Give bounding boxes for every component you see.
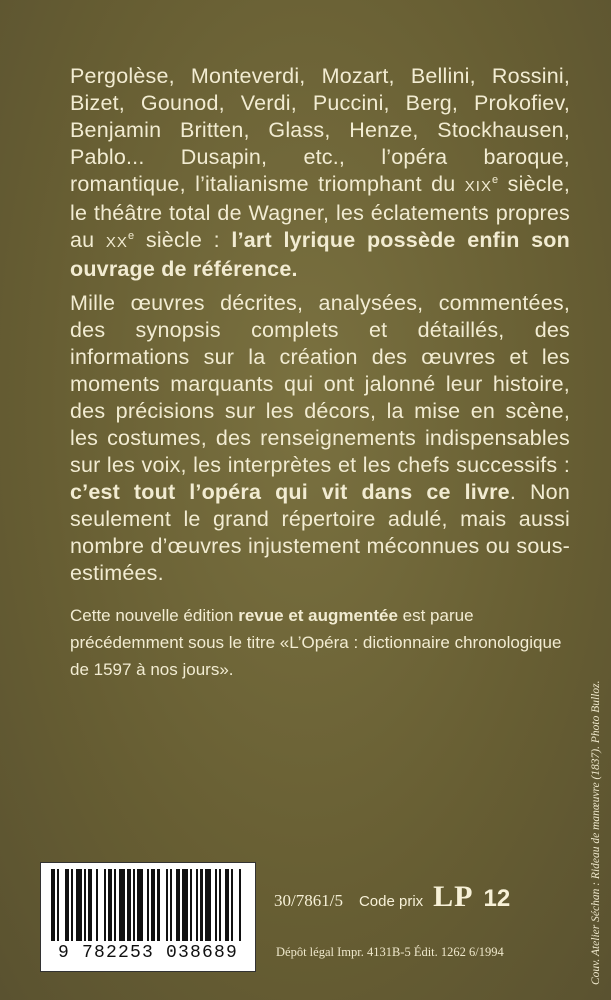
blurb-intro-text: Pergolèse, Monteverdi, Mozart, Bellini, Rossini, Bizet, Gounod, Verdi, Puccini, Berg, Prokofiev, Benjamin Britten, Glass, Henze, Stockhausen, Pablo... Dusapin, etc., l’opéra baroque, romantique, l’italianisme triomphant du <box>70 64 570 196</box>
blurb-mid-text: siècle, le théâtre total de Wagner, les éclatements propres au <box>70 172 571 252</box>
barcode-bar <box>241 869 245 941</box>
price-code-line <box>274 880 574 914</box>
price-code-label: Code prix <box>358 893 424 910</box>
back-cover-blurb <box>70 63 570 594</box>
blurb-end-text: siècle : <box>134 228 232 252</box>
blurb-paragraph-2 <box>70 290 570 587</box>
blurb-closing-text: . Non seulement le grand répertoire adulé, mais aussi nombre d’œuvres injustement méconnues ou sous-estimées. <box>70 480 570 585</box>
cover-credit: Couv. Atelier Séchan : Rideau de manœuvre (1837). Photo Bulloz. <box>590 680 602 985</box>
edition-note <box>70 602 580 683</box>
blurb-paragraph-1 <box>70 63 570 283</box>
century-superscript: e <box>127 229 135 242</box>
price-series: LP <box>433 880 474 913</box>
legal-deposit: Dépôt légal Impr. 4131B-5 Édit. 1262 6/1994 <box>276 945 504 959</box>
century-superscript: e <box>491 173 499 186</box>
barcode-bars <box>51 869 245 941</box>
edition-note-text: est parue précédemment sous le titre «L’Opéra : dictionnaire chronologique de 1597 à nos jours». <box>70 606 562 679</box>
century-numeral: XX <box>105 234 128 251</box>
isbn-barcode <box>40 862 256 972</box>
blurb-highlight: l’art lyrique possède enfin son ouvrage de référence. <box>70 228 570 281</box>
catalog-reference: 30/7861/5 <box>274 891 343 910</box>
century-numeral: XIX <box>464 178 492 195</box>
edition-note-highlight: revue et augmentée <box>238 606 398 625</box>
blurb-highlight: c’est tout l’opéra qui vit dans ce livre <box>70 480 510 504</box>
blurb-body-text: Mille œuvres décrites, analysées, commentées, des synopsis complets et détaillés, des informations sur la création des œuvres et les moments marquants qui ont jalonné leur histoire, des précisions sur les décors, la mise en scène, les costumes, des renseignements indispensables sur les voix, les interprètes et les chefs successifs : <box>70 291 570 477</box>
edition-note-text: Cette nouvelle édition <box>70 606 239 625</box>
barcode-digits: 9 782253 038689 <box>57 943 239 963</box>
price-number: 12 <box>483 885 511 912</box>
